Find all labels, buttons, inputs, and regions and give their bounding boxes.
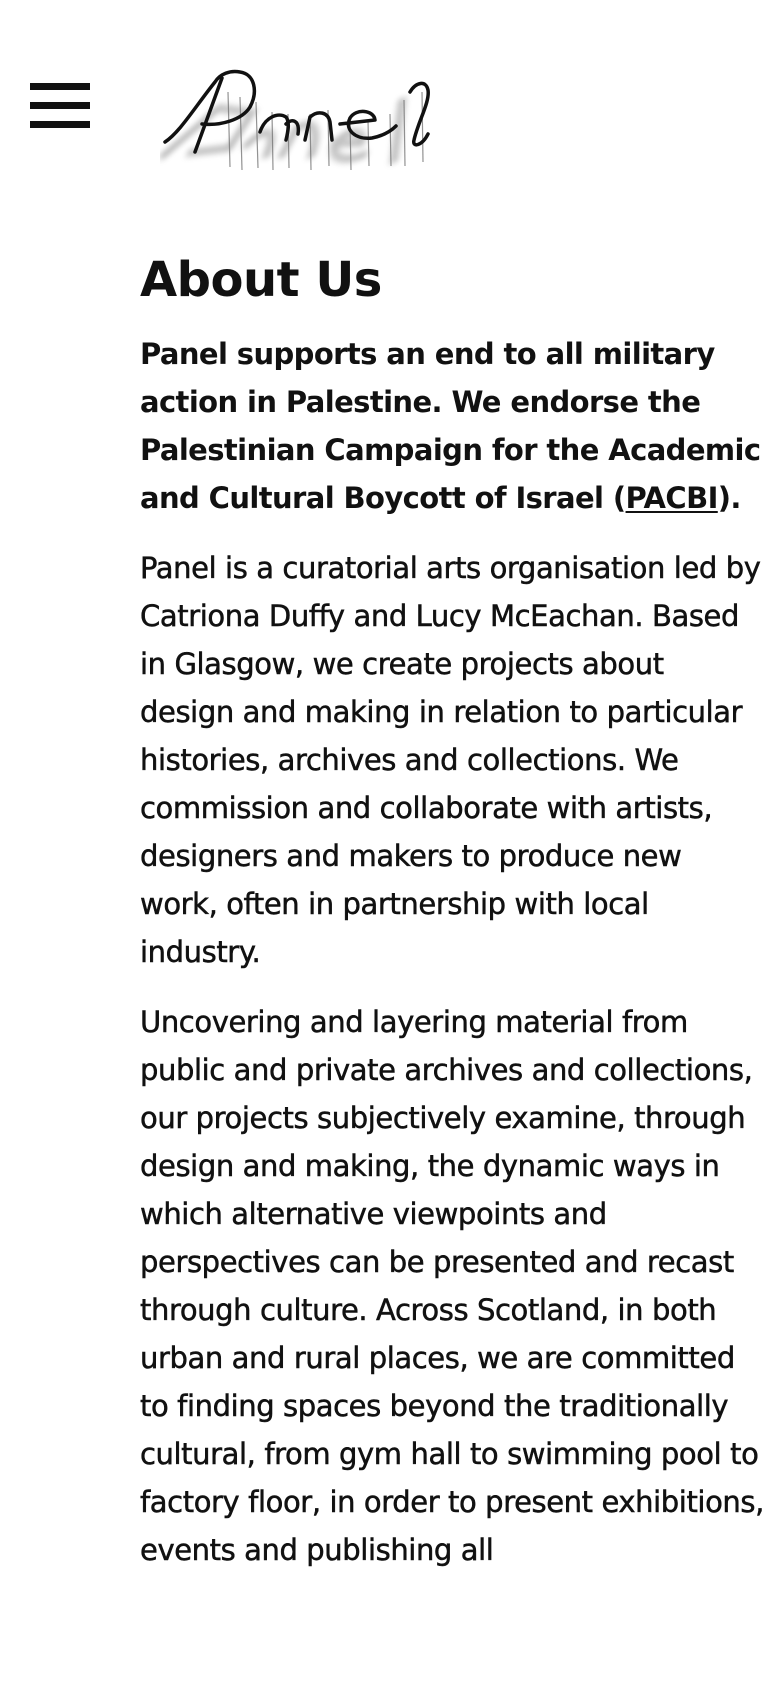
statement-text: Panel supports an end to all military action in Palestine. We endorse the Palestinian Campaign for the Academic and Cultural Boycott of Israel ( [140, 337, 761, 515]
pacbi-link[interactable]: PACBI [625, 481, 718, 515]
about-paragraph-2: Uncovering and layering material from public and private archives and collections, our projects subjectively examine, through design and making, the dynamic ways in which alternative viewpoints and perspectives can be presented and recast through culture. Across Scotland, in both urban and rural places, we are committed to finding spaces beyond the traditionally cultural, from gym hall to swimming pool to factory floor, in order to present exhibitions, events and publishing all [140, 1005, 764, 1567]
panel-logo[interactable] [160, 62, 470, 192]
hamburger-menu-icon-bar-bottom [30, 121, 90, 128]
about-paragraph-1: Panel is a curatorial arts organisation led by Catriona Duffy and Lucy McEachan. Based in Glasgow, we create projects about design and making in relation to particular histories, archives and collections. We commission and collaborate with artists, designers and makers to produce new work, often in partnership with local industry. [140, 551, 761, 969]
hamburger-menu-icon-bar-middle [30, 102, 90, 109]
about-section [140, 252, 766, 1596]
palestine-statement [140, 330, 766, 522]
page-title: About Us [140, 252, 382, 308]
statement-text-end: ). [717, 481, 741, 515]
panel-logo-icon [160, 62, 470, 192]
hamburger-menu-icon-bar-top [30, 83, 90, 90]
menu-button[interactable] [30, 83, 90, 129]
